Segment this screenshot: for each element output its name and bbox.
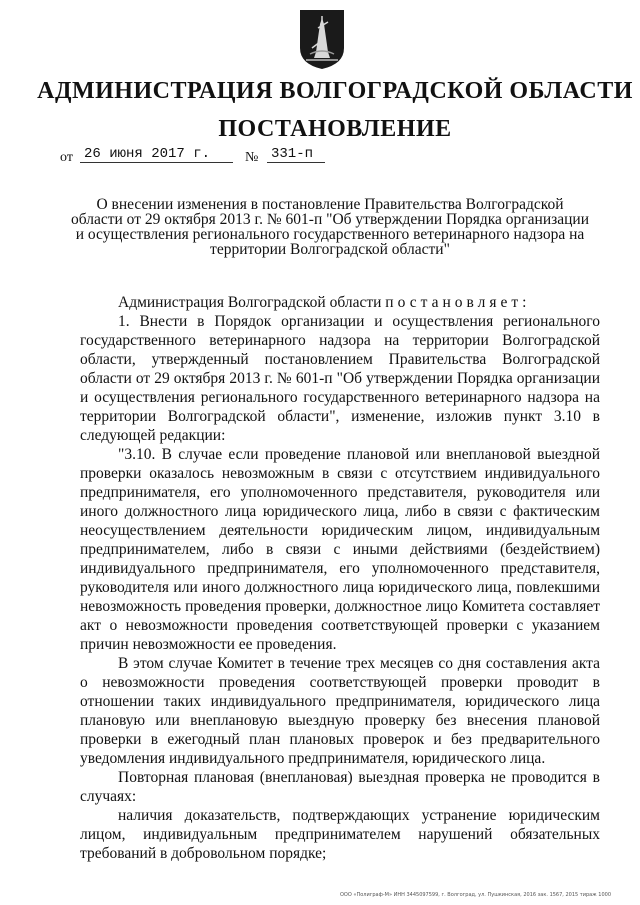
body-paragraph-2: "3.10. В случае если проведение плановой или внеплановой выездной проверки оказалось невозможным в связи с отсутствием индивидуального предпринимателя, его уполномоченного представителя, руководителя или иного должностного лица юридического лица, либо в связи с фактическим неосуществлением деятельности юридическим лицом, индивидуальным предпринимателем, либо в связи с иными действиями (бездействием) индивидуального предпринимателя, его уполномоченного представителя, руководителя или иного должностного лица юридического лица, повлекшими невозможность проведения проверки, должностное лицо Комитета составляет акт о невозможности проведения соответствующей проверки с указанием причин невозможности ее проведения.: [80, 446, 600, 653]
body-paragraph-4: Повторная плановая (внеплановая) выездная проверка не проводится в случаях:: [80, 769, 600, 805]
number-label: №: [245, 150, 259, 165]
organization-title: АДМИНИСТРАЦИЯ ВОЛГОГРАДСКОЙ ОБЛАСТИ: [37, 78, 633, 104]
body-intro: [80, 293, 600, 312]
coat-of-arms-emblem: [298, 8, 346, 70]
body-intro-verb: постановляет:: [385, 294, 531, 311]
document-subject: О внесении изменения в постановление Правительства Волгоградской области от 29 октября 2013 г. № 601-п "Об утверждении Порядка организации и осуществления регионального государственного ветеринарного надзора на территории Волгоградской области": [70, 196, 590, 258]
document-number: 331-п: [267, 146, 325, 163]
body-paragraph-1: 1. Внести в Порядок организации и осуществления регионального государственного ветеринарного надзора на территории Волгоградской области, утвержденный постановлением Правительства Волгоградской области от 29 октября 2013 г. № 601-п "Об утверждении Порядка организации и осуществления регионального государственного ветеринарного надзора на территории Волгоградской области", изменение, изложив пункт 3.10 в следующей редакции:: [80, 313, 600, 444]
document-type-title: ПОСТАНОВЛЕНИЕ: [218, 116, 452, 142]
body-paragraph-3: В этом случае Комитет в течение трех месяцев со дня составления акта о невозможности проведения соответствующей проверки проводит в отношении таких индивидуального предпринимателя, юридического лица плановую или внеплановую выездную проверку без внесения плановой проверки в ежегодный план плановых проверок и без предварительного уведомления индивидуального предпринимателя, юридического лица.: [80, 655, 600, 767]
printer-imprint: ООО «Полиграф-М» ИНН 3445097599, г. Волгоград, ул. Пушкинская, 2016 зак. 1567, 2015 тираж 1000: [340, 892, 611, 898]
document-date: 26 июня 2017 г.: [80, 146, 233, 163]
body-intro-prefix: Администрация Волгоградской области: [118, 294, 382, 311]
document-body: [80, 293, 600, 863]
document-dateline: [60, 144, 360, 166]
date-from-label: от: [60, 150, 73, 165]
body-paragraph-5: наличия доказательств, подтверждающих устранение юридическим лицом, индивидуальным предпринимателем нарушений обязательных требований в добровольном порядке;: [80, 807, 600, 862]
